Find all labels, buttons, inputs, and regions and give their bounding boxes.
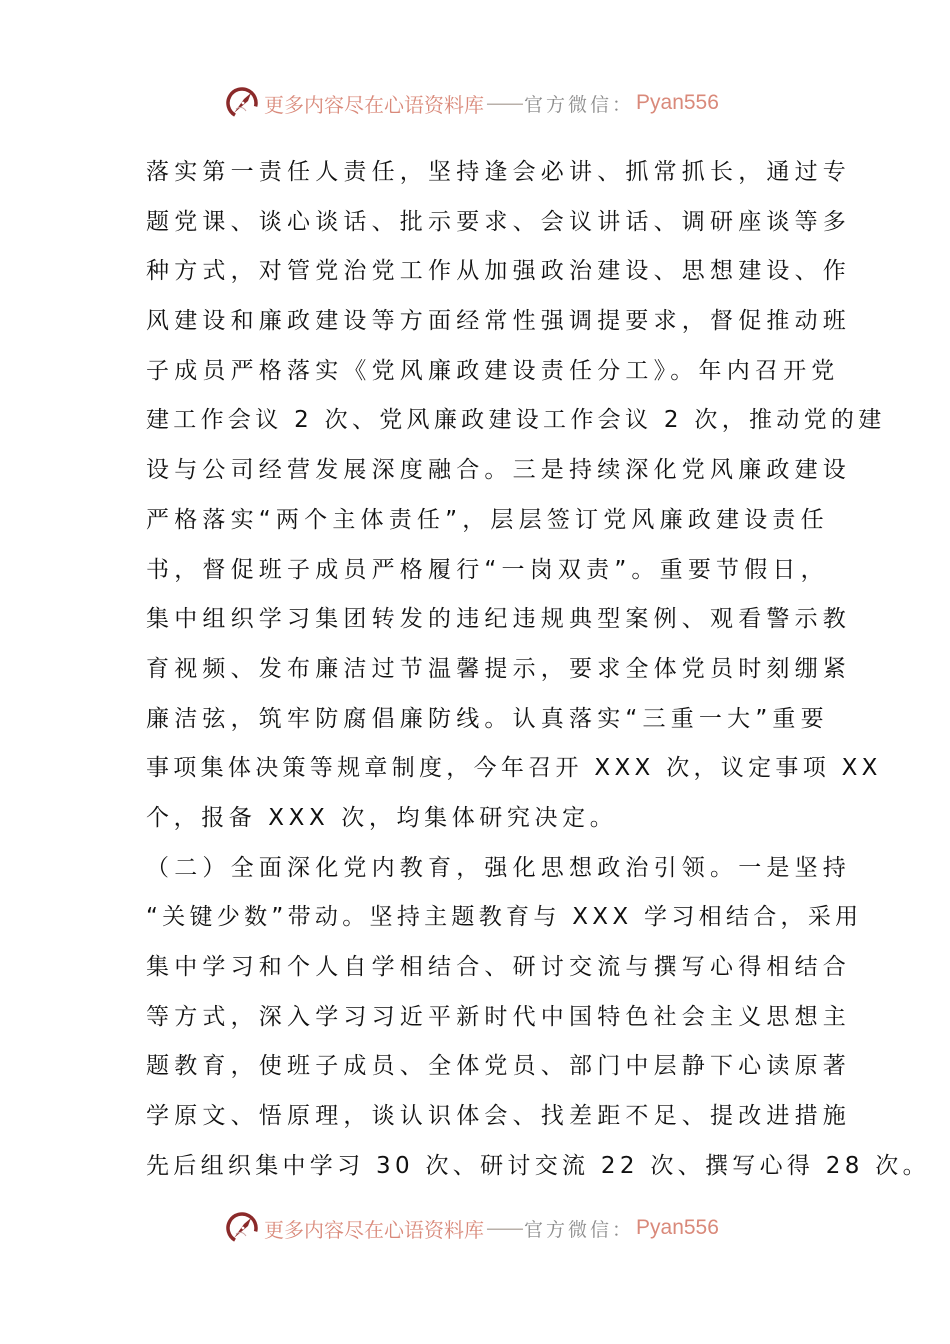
text-line: 风建设和廉政建设等方面经常性强调提要求，督促推动班: [146, 308, 851, 335]
watermark-wechat-id: Pyan556: [636, 1216, 719, 1239]
text-line: 种方式，对管党治党工作从加强政治建设、思想建设、作: [146, 258, 851, 285]
text-line: 严格落实“两个主体责任”，层层签订党风廉政建设责任: [146, 506, 829, 533]
text-line: 廉洁弦，筑牢防腐倡廉防线。认真落实“三重一大”重要: [146, 705, 829, 732]
text-line: 集中学习和个人自学相结合、研讨交流与撰写心得相结合: [146, 954, 851, 980]
text-line: 子成员严格落实《党风廉政建设责任分工》。年内召开党: [146, 357, 840, 384]
footer-watermark: [224, 1208, 719, 1248]
watermark-main-text: 更多内容尽在心语资料库: [264, 1217, 484, 1242]
watermark-main-text: 更多内容尽在心语资料库: [264, 92, 484, 117]
text-line: 等方式，深入学习习近平新时代中国特色社会主义思想主: [146, 1003, 851, 1030]
text-line: 书，督促班子成员严格履行“一岗双责”。重要节假日，: [146, 556, 829, 583]
text-line: 先后组织集中学习 30 次、研讨交流 22 次、撰写心得 28 次。: [146, 1152, 930, 1179]
text-line: “关键少数”带动。坚持主题教育与 XXX 学习相结合，采用: [146, 904, 863, 931]
text-line: 建工作会议 2 次、党风廉政建设工作会议 2 次，推动党的建: [146, 407, 886, 434]
text-line: 个，报备 XXX 次，均集体研究决定。: [146, 804, 618, 831]
watermark-official-label: 官方微信：: [524, 93, 635, 116]
text-line: 育视频、发布廉洁过节温馨提示，要求全体党员时刻绷紧: [146, 655, 851, 682]
text-line: 设与公司经营发展深度融合。三是持续深化党风廉政建设: [146, 457, 851, 484]
quill-pen-logo-icon: [224, 1210, 260, 1246]
watermark-wechat-id: Pyan556: [636, 91, 719, 114]
text-line: 学原文、悟原理，谈认识体会、找差距不足、提改进措施: [146, 1103, 851, 1130]
section-heading-line: （二）全面深化党内教育，强化思想政治引领。一是坚持: [146, 854, 851, 881]
text-line: 题教育，使班子成员、全体党员、部门中层静下心读原著: [146, 1053, 851, 1080]
header-watermark: [224, 83, 719, 123]
text-line: 题党课、谈心谈话、批示要求、会议讲话、调研座谈等多: [146, 208, 851, 235]
watermark-dash: ——: [486, 1216, 522, 1240]
text-line: 事项集体决策等规章制度，今年召开 XXX 次，议定事项 XX: [146, 755, 882, 782]
watermark-official-label: 官方微信：: [524, 1218, 635, 1241]
watermark-dash: ——: [486, 91, 522, 115]
text-line: 落实第一责任人责任，坚持逢会必讲、抓常抓长，通过专: [146, 159, 851, 185]
document-body: [146, 148, 930, 1191]
text-line: 集中组织学习集团转发的违纪违规典型案例、观看警示教: [146, 606, 851, 633]
quill-pen-logo-icon: [224, 85, 260, 121]
